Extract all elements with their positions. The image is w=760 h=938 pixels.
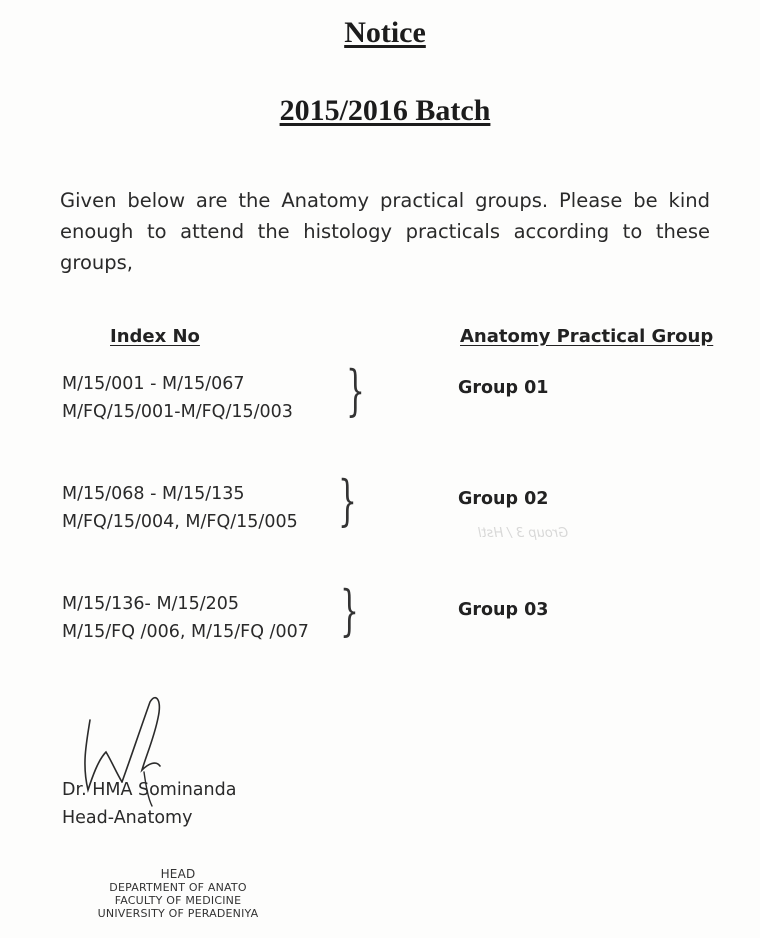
index-no-header: Index No — [110, 326, 200, 347]
signatory-block — [62, 776, 236, 832]
index-range-line: M/15/001 - M/15/067 — [62, 374, 245, 394]
index-range-row-1 — [62, 370, 293, 426]
stamp-line: FACULTY OF MEDICINE — [114, 894, 242, 907]
practical-group-header: Anatomy Practical Group — [460, 326, 714, 347]
signatory-title: Head-Anatomy — [62, 808, 193, 828]
intro-paragraph: Given below are the Anatomy practical groups. Please be kind enough to attend the histology practicals according to these groups, — [60, 189, 710, 274]
department-stamp — [88, 868, 268, 920]
group-label-row-2: Group 02 — [458, 489, 549, 509]
index-range-line: M/FQ/15/004, M/FQ/15/005 — [62, 512, 298, 532]
index-range-line: M/FQ/15/001-M/FQ/15/003 — [62, 402, 293, 422]
signatory-name: Dr. HMA Sominanda — [62, 780, 237, 800]
index-range-line: M/15/FQ /006, M/15/FQ /007 — [62, 622, 309, 642]
brace-icon: } — [346, 359, 365, 422]
stamp-line: HEAD — [160, 867, 196, 881]
stamp-line: UNIVERSITY OF PERADENIYA — [97, 907, 259, 920]
group-label-row-3: Group 03 — [458, 600, 549, 620]
index-range-line: M/15/068 - M/15/135 — [62, 484, 245, 504]
index-range-row-2 — [62, 480, 298, 536]
stamp-line: DEPARTMENT OF ANATO — [109, 881, 247, 894]
notice-title: Notice — [344, 16, 426, 49]
brace-icon: } — [338, 469, 357, 532]
index-range-line: M/15/136- M/15/205 — [62, 594, 239, 614]
index-range-row-3 — [62, 590, 309, 646]
batch-title: 2015/2016 Batch — [279, 94, 491, 127]
brace-icon: } — [340, 579, 359, 642]
bleed-through-text: Group 3 / Hstl — [478, 526, 569, 541]
group-label-row-1: Group 01 — [458, 378, 549, 398]
